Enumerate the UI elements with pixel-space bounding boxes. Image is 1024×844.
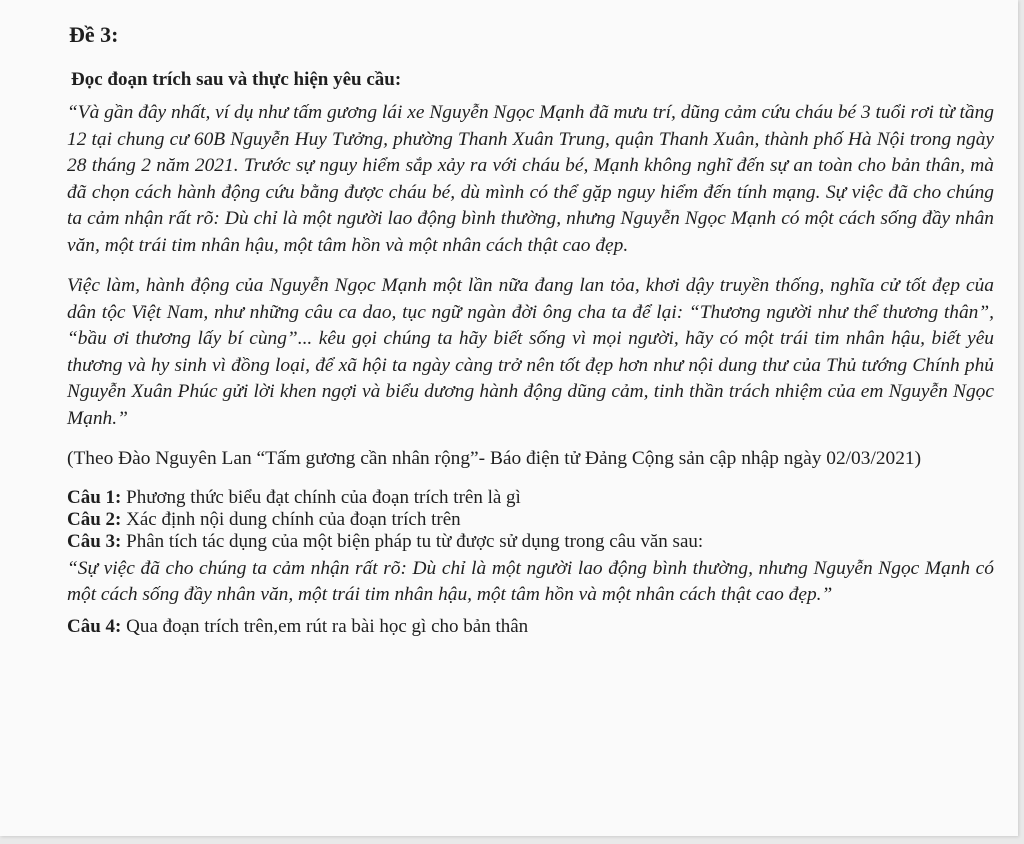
question-4-label: Câu 4: bbox=[67, 616, 122, 637]
passage-paragraph-2: Việc làm, hành động của Nguyễn Ngọc Mạnh một lần nữa đang lan tỏa, khơi dậy truyền thống, nghĩa cử tốt đẹp của dân tộc Việt Nam, như những câu ca dao, tục ngữ ngàn đời ông cha ta để lại: “Thương người như thể thương thân”, “bầu ơi thương lấy bí cùng”... kêu gọi chúng ta hãy biết sống vì mọi người, hãy có một trái tim nhân hậu, biết yêu thương và hy sinh vì đồng loại, để xã hội ta ngày càng trở nên tốt đẹp hơn như nội dung thư của Thủ tướng Chính phủ Nguyễn Xuân Phúc gửi lời khen ngợi và biểu dương hành động dũng cảm, tinh thần trách nhiệm của em Nguyễn Ngọc Mạnh.” bbox=[67, 275, 994, 429]
exam-title: Đề 3: bbox=[69, 22, 119, 47]
question-3 bbox=[67, 531, 994, 553]
question-2-label: Câu 2: bbox=[67, 509, 122, 530]
reading-instruction: Đọc đoạn trích sau và thực hiện yêu cầu: bbox=[71, 69, 402, 90]
question-2 bbox=[67, 509, 994, 531]
question-1-text: Phương thức biểu đạt chính của đoạn trích trên là gì bbox=[121, 487, 521, 508]
question-4 bbox=[67, 616, 994, 638]
question-1 bbox=[67, 487, 994, 509]
question-3-text: Phân tích tác dụng của một biện pháp tu từ được sử dụng trong câu văn sau: bbox=[121, 531, 704, 552]
question-1-label: Câu 1: bbox=[67, 487, 122, 508]
question-3-label: Câu 3: bbox=[67, 531, 122, 552]
question-2-text: Xác định nội dung chính của đoạn trích trên bbox=[121, 509, 461, 530]
question-4-text: Qua đoạn trích trên,em rút ra bài học gì cho bản thân bbox=[121, 616, 529, 637]
source-citation: (Theo Đào Nguyên Lan “Tấm gương cần nhân rộng”- Báo điện tử Đảng Cộng sản cập nhập ngày 02/03/2021) bbox=[67, 448, 922, 469]
question-3-quote: “Sự việc đã cho chúng ta cảm nhận rất rõ: Dù chỉ là một người lao động bình thường, nhưng Nguyễn Ngọc Mạnh có một cách sống đầy nhân văn, một trái tim nhân hậu, một tâm hồn và một nhân cách thật cao đẹp.” bbox=[67, 558, 994, 605]
passage-paragraph-1: “Và gần đây nhất, ví dụ như tấm gương lái xe Nguyễn Ngọc Mạnh đã mưu trí, dũng cảm cứu cháu bé 3 tuổi rơi từ tầng 12 tại chung cư 60B Nguyễn Huy Tưởng, phường Thanh Xuân Trung, quận Thanh Xuân, thành phố Hà Nội trong ngày 28 tháng 2 năm 2021. Trước sự nguy hiểm sắp xảy ra với cháu bé, Mạnh không nghĩ đến sự an toàn cho bản thân, mà đã chọn cách hành động cứu bằng được cháu bé, dù mình có thể gặp nguy hiểm đến tính mạng. Sự việc đã cho chúng ta cảm nhận rất rõ: Dù chỉ là một người lao động bình thường, nhưng Nguyễn Ngọc Mạnh có một cách sống đầy nhân văn, một trái tim nhân hậu, một tâm hồn và một nhân cách thật cao đẹp. bbox=[67, 102, 994, 256]
